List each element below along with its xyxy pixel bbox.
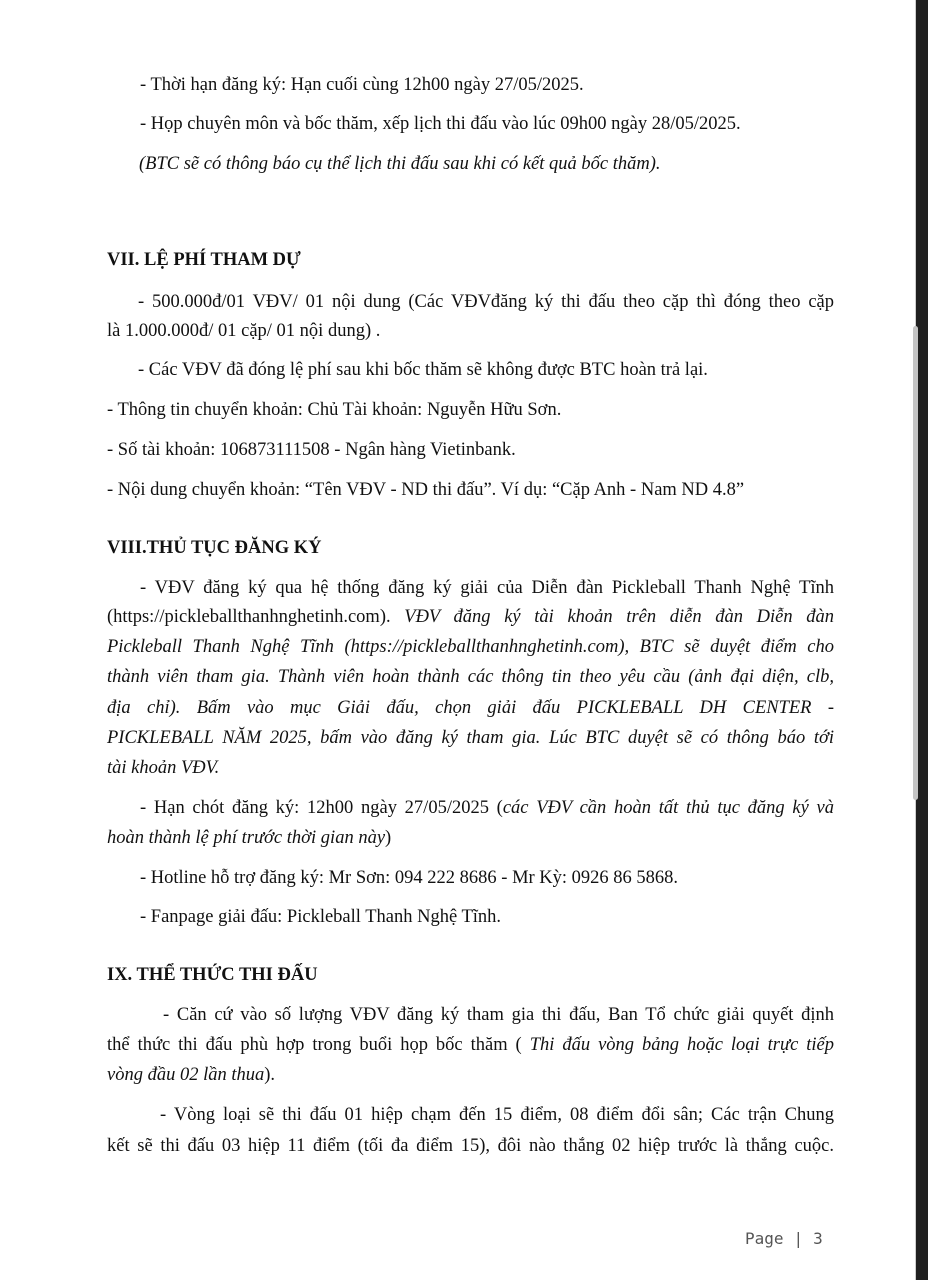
format-line-2-italic: Thi đấu vòng bảng hoặc loại trực tiếp [529, 1035, 835, 1055]
format-line-3-close: ). [264, 1065, 276, 1085]
scrollbar-thumb[interactable] [913, 326, 918, 800]
hotline-line: - Hotline hỗ trợ đăng ký: Mr Sơn: 094 222 8686 - Mr Kỳ: 0926 86 5868. [140, 868, 679, 888]
procedure-line-2-italic: VĐV đăng ký tài khoản trên diễn đàn Diễn đàn [404, 607, 835, 627]
registration-deadline-line: - Thời hạn đăng ký: Hạn cuối cùng 12h00 ngày 27/05/2025. [140, 75, 584, 95]
registration-closing-line-2 [107, 826, 391, 850]
registration-closing-text: - Hạn chót đăng ký: 12h00 ngày 27/05/2025 ( [140, 798, 503, 818]
format-rules-line-1: - Vòng loại sẽ thi đấu 01 hiệp chạm đến 15 điểm, 08 điểm đổi sân; Các trận Chung [160, 1105, 834, 1125]
forum-url-text: (https://pickleballthanhnghetinh.com). [107, 607, 391, 627]
schedule-note-line: (BTC sẽ có thông báo cụ thể lịch thi đấu sau khi có kết quả bốc thăm). [139, 154, 661, 174]
format-line-2 [107, 1033, 834, 1057]
procedure-line-6: PICKLEBALL NĂM 2025, bấm vào đăng ký tham gia. Lúc BTC duyệt sẽ có thông báo tới [107, 728, 834, 748]
procedure-line-2 [107, 605, 834, 629]
registration-closing-line-1 [140, 796, 834, 820]
registration-closing-italic-2: hoàn thành lệ phí trước thời gian này [107, 828, 386, 848]
format-line-3 [107, 1063, 275, 1087]
procedure-line-4: thành viên tham gia. Thành viên hoàn thành các thông tin theo yêu cầu (ảnh đại diện, clb, [107, 667, 834, 687]
procedure-line-3: Pickleball Thanh Nghệ Tĩnh (https://pickleballthanhnghetinh.com), BTC sẽ duyệt điểm cho [107, 637, 834, 657]
fee-amount-line-1: - 500.000đ/01 VĐV/ 01 nội dung (Các VĐVđăng ký thi đấu theo cặp thì đóng theo cặp [138, 292, 834, 312]
procedure-line-5: địa chỉ). Bấm vào mục Giải đấu, chọn giải đấu PICKLEBALL DH CENTER - [107, 698, 834, 718]
registration-closing-paren: ) [385, 828, 392, 848]
page-footer [745, 1229, 823, 1248]
page-separator: | [793, 1229, 804, 1248]
section-heading-procedure: VIII.THỦ TỤC ĐĂNG KÝ [107, 538, 322, 558]
section-heading-fees: VII. LỆ PHÍ THAM DỰ [107, 250, 301, 270]
refund-policy-line: - Các VĐV đã đóng lệ phí sau khi bốc thăm sẽ không được BTC hoàn trả lại. [138, 360, 708, 380]
fanpage-line: - Fanpage giải đấu: Pickleball Thanh Nghệ Tĩnh. [140, 907, 502, 927]
procedure-line-7: tài khoản VĐV. [107, 758, 220, 778]
account-owner-line: - Thông tin chuyển khoản: Chủ Tài khoản: Nguyễn Hữu Sơn. [107, 400, 562, 420]
format-rules-line-2: kết sẽ thi đấu 03 hiệp 11 điểm (tối đa điểm 15), đôi nào thắng 02 hiệp trước là thắng cuộc. [107, 1136, 834, 1156]
format-line-1: - Căn cứ vào số lượng VĐV đăng ký tham gia thi đấu, Ban Tổ chức giải quyết định [163, 1005, 834, 1025]
page-label: Page [745, 1229, 784, 1248]
procedure-line-1: - VĐV đăng ký qua hệ thống đăng ký giải của Diễn đàn Pickleball Thanh Nghệ Tĩnh [140, 578, 834, 598]
section-heading-format: IX. THỂ THỨC THI ĐẤU [107, 965, 318, 985]
account-number-line: - Số tài khoản: 106873111508 - Ngân hàng Vietinbank. [107, 440, 516, 460]
transfer-content-line: - Nội dung chuyển khoản: “Tên VĐV - ND thi đấu”. Ví dụ: “Cặp Anh - Nam ND 4.8” [107, 480, 745, 500]
format-line-2-text: thể thức thi đấu phù hợp trong buổi họp bốc thăm ( [107, 1035, 522, 1055]
registration-closing-italic: các VĐV cần hoàn tất thủ tục đăng ký và [502, 798, 834, 818]
page-number: 3 [813, 1229, 823, 1248]
technical-meeting-line: - Họp chuyên môn và bốc thăm, xếp lịch thi đấu vào lúc 09h00 ngày 28/05/2025. [140, 114, 741, 134]
format-line-3-italic: vòng đầu 02 lần thua [107, 1065, 265, 1085]
fee-amount-line-2: là 1.000.000đ/ 01 cặp/ 01 nội dung) . [107, 321, 381, 341]
